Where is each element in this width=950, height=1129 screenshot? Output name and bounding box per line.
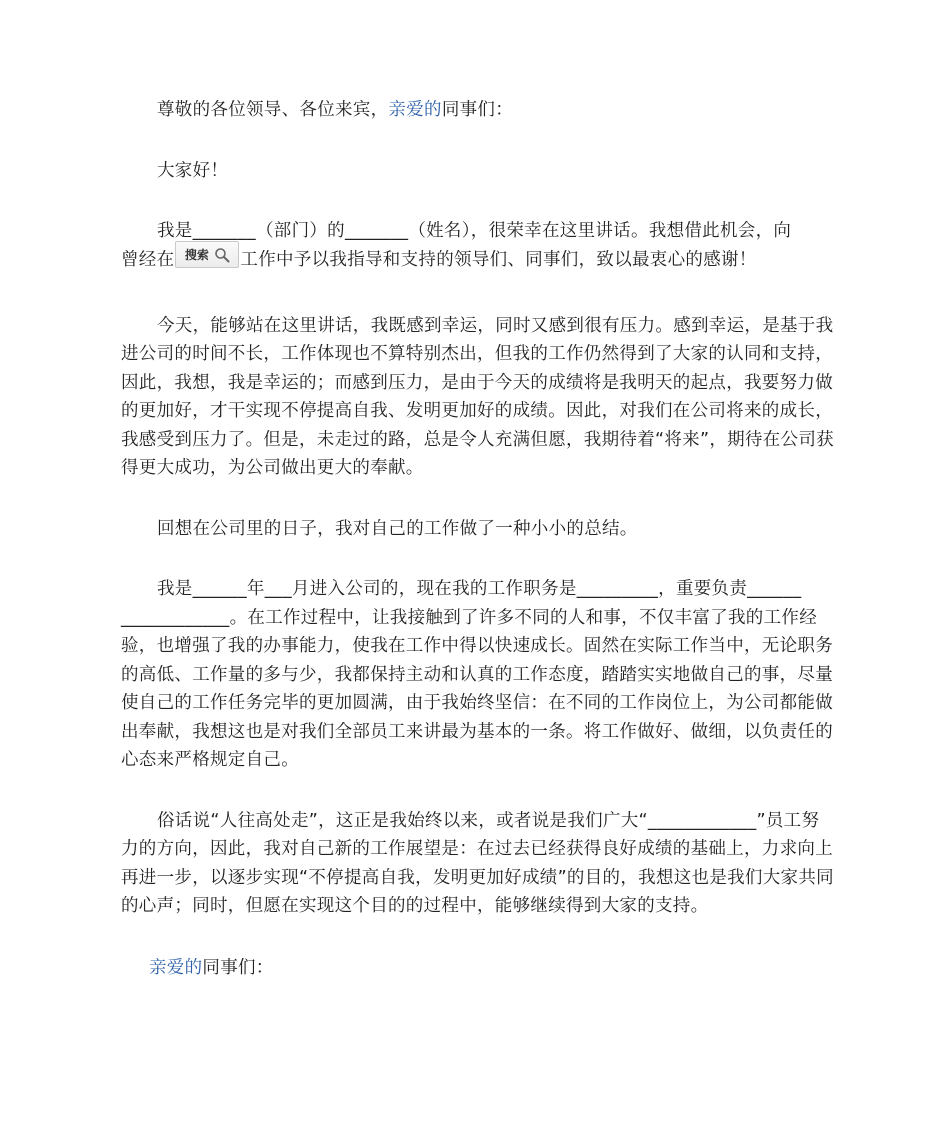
month-blank: ___ — [264, 579, 292, 599]
salutation-prefix: 尊敬的各位领导、各位来宾， — [157, 100, 389, 120]
closing-link[interactable]: 亲爱的 — [149, 957, 203, 978]
greeting-paragraph: 大家好！ — [157, 160, 229, 181]
department-blank: _______ — [192, 221, 256, 241]
closing-suffix: 同事们： — [202, 957, 274, 978]
speech-document — [121, 96, 837, 982]
job-text-2: 年 — [246, 579, 265, 599]
job-text-5: 。在工作过程中，让我接触到了许多不同的人和事，不仅丰富了我的工作经验，也增强了我的办事能力，使我在工作中得以快速成长。固然在实际工作当中，无论职务的高低、工作量的多与少，我都保持主动和认真的工作态度，踏踏实实地做自己的事，尽量使自己的工作任务完毕的更加圆满，由于我始终坚信：在不同的工作岗位上，为公司都能做出奉献，我想这也是对我们全部员工来讲最为基本的一条。将工作做好、做细，以负责任的心态来严格规定自己。 — [121, 607, 833, 770]
intro-text-4: 曾经在 — [121, 249, 175, 270]
closing-paragraph — [121, 954, 837, 983]
intro-text-1: 我是 — [157, 221, 193, 241]
intro-text-3: （姓名），很荣幸在这里讲话。我想借此机会，向 — [408, 221, 792, 241]
job-text-3: 月进入公司的，现在我的工作职务是 — [291, 579, 577, 599]
today-paragraph: 今天，能够站在这里讲话，我既感到幸运，同时又感到很有压力。感到幸运，是基于我进公司的时间不长，工作体现也不算特别杰出，但我的工作仍然得到了大家的认同和支持，因此，我想，我是幸运的；而感到压力，是由于今天的成绩将是我明天的起点，我要努力做的更加好，才干实现不停提高自我、发明更加好的成绩。因此，对我们在公司将来的成长，我感受到压力了。但是，未走过的路，总是令人充满但愿，我期待着“将来”，期待在公司获得更大成功，为公司做出更大的奉献。 — [121, 315, 834, 478]
intro-text-2: （部门）的 — [255, 221, 345, 241]
salutation-link[interactable]: 亲爱的 — [388, 100, 442, 120]
intro-text-5: 工作中予以我指导和支持的领导们、同事们，致以最衷心的感谢！ — [240, 249, 757, 270]
recall-paragraph: 回想在公司里的日子，我对自己的工作做了一种小小的总结。 — [157, 518, 638, 539]
intro-paragraph-continued — [121, 240, 837, 280]
proverb-text-2: ”员工努力的方向，因此，我对自己新的工作展望是：在过去已经获得良好成绩的基础上，力求向上再进一步，以逐步实现“不停提高自我，发明更加好成绩”的目的，我想这也是我们大家共同的心声；同时，但愿在实现这个目的的过程中，能够继续得到大家的支持。 — [121, 810, 834, 916]
proverb-text-1: 俗话说“人往高处走”，这正是我始终以来，或者说是我们广大“ — [157, 810, 648, 831]
name-blank: _______ — [344, 221, 409, 241]
job-paragraph — [121, 575, 837, 775]
position-blank: _________ — [576, 579, 659, 599]
year-blank: ______ — [192, 579, 247, 599]
salutation-suffix: 同事们： — [441, 100, 514, 120]
company-blank: ____________ — [647, 810, 757, 831]
proverb-paragraph — [121, 807, 837, 921]
job-text-1: 我是 — [157, 579, 193, 599]
salutation-paragraph — [121, 96, 837, 125]
search-button[interactable] — [175, 241, 239, 268]
magnifier-icon — [214, 247, 230, 263]
duty-blank: ______ ____________ — [121, 579, 802, 628]
search-label: 搜索 — [184, 247, 209, 262]
job-text-4: ，重要负责 — [658, 579, 748, 599]
